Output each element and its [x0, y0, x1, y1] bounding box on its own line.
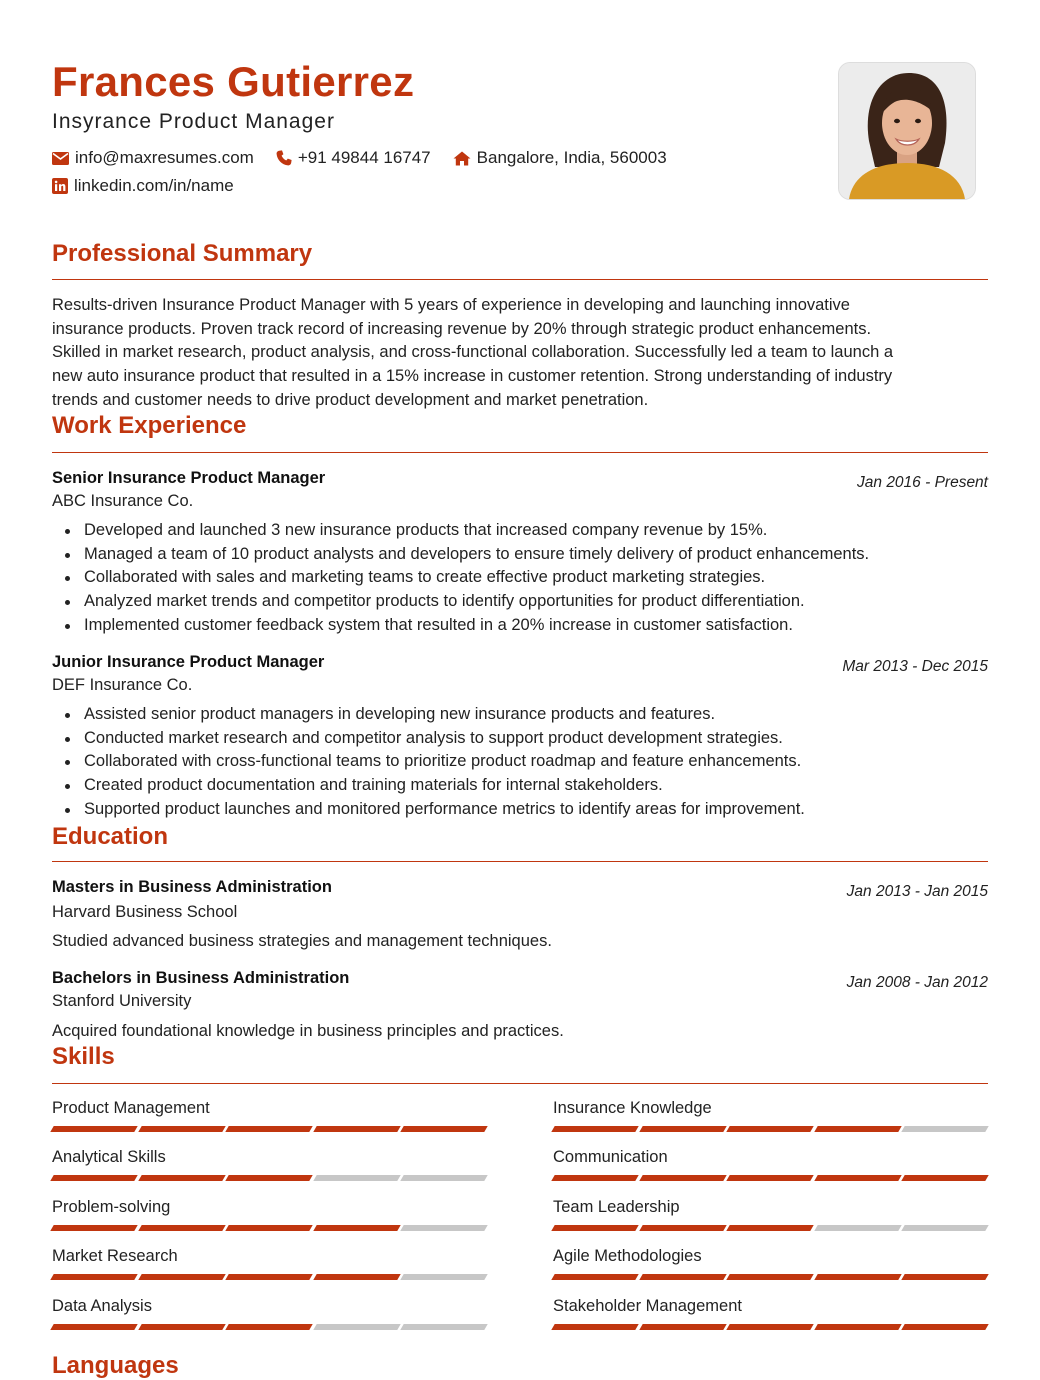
skill-segment-filled	[726, 1225, 813, 1231]
skill-name: Product Management	[52, 1099, 210, 1117]
skill-segment-empty	[400, 1324, 487, 1330]
skill-segment-filled	[639, 1324, 726, 1330]
skill-segment-filled	[50, 1126, 137, 1132]
skill-item	[52, 1297, 488, 1319]
skill-segment-filled	[901, 1324, 988, 1330]
degree-dates: Jan 2013 - Jan 2015	[846, 883, 988, 900]
skill-item	[52, 1099, 488, 1121]
skill-segment-filled	[639, 1225, 726, 1231]
bullet-item: Developed and launched 3 new insurance products that increased company revenue by 15%.	[52, 519, 988, 543]
languages-heading: Languages	[52, 1352, 179, 1379]
summary-line: trends and customer needs to drive product development and market penetration.	[52, 390, 649, 409]
summary-divider	[52, 279, 988, 280]
skill-name: Communication	[553, 1148, 668, 1166]
skill-segment-filled	[225, 1324, 312, 1330]
skill-name: Analytical Skills	[52, 1148, 166, 1166]
job-bullets	[52, 519, 988, 638]
skill-segment-empty	[901, 1225, 988, 1231]
skill-segment-filled	[726, 1126, 813, 1132]
skill-item	[553, 1297, 989, 1319]
skill-name: Data Analysis	[52, 1297, 152, 1315]
summary-text	[52, 294, 988, 413]
skill-segment-filled	[50, 1175, 137, 1181]
bullet-item: Managed a team of 10 product analysts and developers to ensure timely delivery of product enhancements.	[52, 543, 988, 567]
skill-segment-filled	[50, 1324, 137, 1330]
skill-name: Insurance Knowledge	[553, 1099, 712, 1117]
skill-item	[553, 1247, 989, 1269]
work-divider	[52, 452, 988, 453]
skill-segment-filled	[814, 1324, 901, 1330]
contact-email[interactable]	[52, 148, 254, 168]
skill-level-bar	[52, 1175, 490, 1181]
skill-segment-filled	[50, 1225, 137, 1231]
summary-line: Results-driven Insurance Product Manager with 5 years of experience in developing and launching innovative	[52, 296, 850, 314]
skill-segment-filled	[225, 1225, 312, 1231]
job-position-title: Senior Insurance Product Manager	[52, 469, 326, 487]
bullet-item: Implemented customer feedback system that resulted in a 20% increase in customer satisfaction.	[52, 614, 988, 638]
home-icon	[453, 151, 471, 166]
bullet-item: Assisted senior product managers in developing new insurance products and features.	[52, 703, 988, 727]
skill-segment-filled	[138, 1324, 225, 1330]
skill-segment-filled	[639, 1274, 726, 1280]
linkedin-text: linkedin.com/in/name	[74, 176, 234, 195]
skill-segment-filled	[901, 1175, 988, 1181]
contact-phone[interactable]	[276, 148, 431, 168]
linkedin-icon	[52, 178, 68, 194]
skill-name: Team Leadership	[553, 1198, 680, 1216]
work-heading: Work Experience	[52, 412, 247, 439]
job-dates: Jan 2016 - Present	[857, 474, 988, 491]
skill-segment-empty	[400, 1225, 487, 1231]
job-bullets	[52, 703, 988, 822]
email-text: info@maxresumes.com	[75, 148, 254, 167]
skill-segment-filled	[225, 1274, 312, 1280]
degree-description: Acquired foundational knowledge in business principles and practices.	[52, 1022, 564, 1040]
profile-photo	[838, 62, 976, 200]
degree-description: Studied advanced business strategies and management techniques.	[52, 932, 552, 950]
education-heading: Education	[52, 823, 169, 850]
contact-location	[453, 148, 667, 168]
skill-level-bar	[553, 1274, 991, 1280]
skill-segment-filled	[551, 1324, 638, 1330]
skill-segment-empty	[901, 1126, 988, 1132]
skills-heading: Skills	[52, 1043, 115, 1070]
skill-segment-filled	[551, 1175, 638, 1181]
skill-segment-filled	[814, 1175, 901, 1181]
skill-segment-empty	[400, 1175, 487, 1181]
skill-segment-filled	[138, 1225, 225, 1231]
bullet-item: Collaborated with sales and marketing teams to create effective product marketing strategies.	[52, 566, 988, 590]
portrait-image	[839, 63, 975, 199]
envelope-icon	[52, 152, 69, 165]
summary-heading: Professional Summary	[52, 240, 313, 267]
phone-text: +91 49844 16747	[297, 148, 431, 167]
bullet-item: Conducted market research and competitor analysis to support product development strategies.	[52, 727, 988, 751]
summary-line: insurance products. Proven track record of increasing revenue by 20% through strategic product enhancements.	[52, 319, 872, 338]
contact-linkedin[interactable]	[52, 176, 234, 196]
degree-title: Masters in Business Administration	[52, 878, 332, 896]
skill-level-bar	[553, 1126, 991, 1132]
bullet-item: Analyzed market trends and competitor products to identify opportunities for product differentiation.	[52, 590, 988, 614]
bullet-item: Collaborated with cross-functional teams to prioritize product roadmap and feature enhancements.	[52, 750, 988, 774]
contact-row-secondary	[52, 176, 256, 196]
skill-level-bar	[553, 1225, 991, 1231]
skill-item	[553, 1099, 989, 1121]
skill-segment-empty	[814, 1225, 901, 1231]
skill-name: Stakeholder Management	[553, 1297, 742, 1315]
location-text: Bangalore, India, 560003	[476, 148, 667, 167]
skill-level-bar	[553, 1324, 991, 1330]
bullet-item: Created product documentation and training materials for internal stakeholders.	[52, 774, 988, 798]
job-company: DEF Insurance Co.	[52, 676, 193, 694]
skill-segment-filled	[225, 1126, 312, 1132]
skill-segment-filled	[313, 1225, 400, 1231]
skill-level-bar	[52, 1274, 490, 1280]
skill-segment-filled	[138, 1175, 225, 1181]
skill-level-bar	[553, 1175, 991, 1181]
degree-dates: Jan 2008 - Jan 2012	[846, 974, 988, 991]
skill-level-bar	[52, 1225, 490, 1231]
skill-level-bar	[52, 1126, 490, 1132]
degree-title: Bachelors in Business Administration	[52, 969, 350, 987]
skill-segment-filled	[400, 1126, 487, 1132]
school-name: Stanford University	[52, 992, 192, 1010]
job-position-title: Junior Insurance Product Manager	[52, 653, 325, 671]
skill-item	[52, 1198, 488, 1220]
skill-segment-filled	[313, 1274, 400, 1280]
skill-segment-empty	[400, 1274, 487, 1280]
skill-segment-filled	[814, 1126, 901, 1132]
skill-segment-filled	[639, 1126, 726, 1132]
skill-segment-empty	[313, 1324, 400, 1330]
skill-segment-filled	[726, 1324, 813, 1330]
skill-name: Agile Methodologies	[553, 1247, 702, 1265]
skill-segment-filled	[551, 1225, 638, 1231]
job-title: Insyrance Product Manager	[52, 110, 335, 133]
job-company: ABC Insurance Co.	[52, 492, 194, 510]
bullet-item: Supported product launches and monitored performance metrics to identify areas for improvement.	[52, 798, 988, 822]
skill-name: Market Research	[52, 1247, 178, 1265]
skill-item	[553, 1148, 989, 1170]
phone-icon	[276, 150, 292, 166]
summary-line: new auto insurance product that resulted in a 15% increase in customer retention. Strong understanding of industry	[52, 367, 893, 386]
skill-segment-filled	[551, 1274, 638, 1280]
skill-segment-filled	[814, 1274, 901, 1280]
skill-item	[52, 1148, 488, 1170]
skill-segment-filled	[138, 1126, 225, 1132]
skill-name: Problem-solving	[52, 1198, 171, 1216]
skill-segment-filled	[138, 1274, 225, 1280]
skill-segment-filled	[726, 1274, 813, 1280]
contact-row-primary	[52, 148, 689, 168]
skill-segment-filled	[639, 1175, 726, 1181]
school-name: Harvard Business School	[52, 903, 238, 921]
skill-segment-filled	[901, 1274, 988, 1280]
job-dates: Mar 2013 - Dec 2015	[842, 658, 988, 675]
summary-line: Skilled in market research, product analysis, and cross-functional collaboration. Successfully led a team to launch a	[52, 343, 894, 362]
skill-level-bar	[52, 1324, 490, 1330]
skill-segment-filled	[225, 1175, 312, 1181]
skill-segment-filled	[551, 1126, 638, 1132]
skill-item	[553, 1198, 989, 1220]
education-divider	[52, 861, 988, 862]
skills-divider	[52, 1083, 988, 1084]
skill-item	[52, 1247, 488, 1269]
candidate-name: Frances Gutierrez	[52, 58, 415, 105]
skill-segment-filled	[50, 1274, 137, 1280]
skill-segment-filled	[726, 1175, 813, 1181]
skill-segment-empty	[313, 1175, 400, 1181]
skill-segment-filled	[313, 1126, 400, 1132]
